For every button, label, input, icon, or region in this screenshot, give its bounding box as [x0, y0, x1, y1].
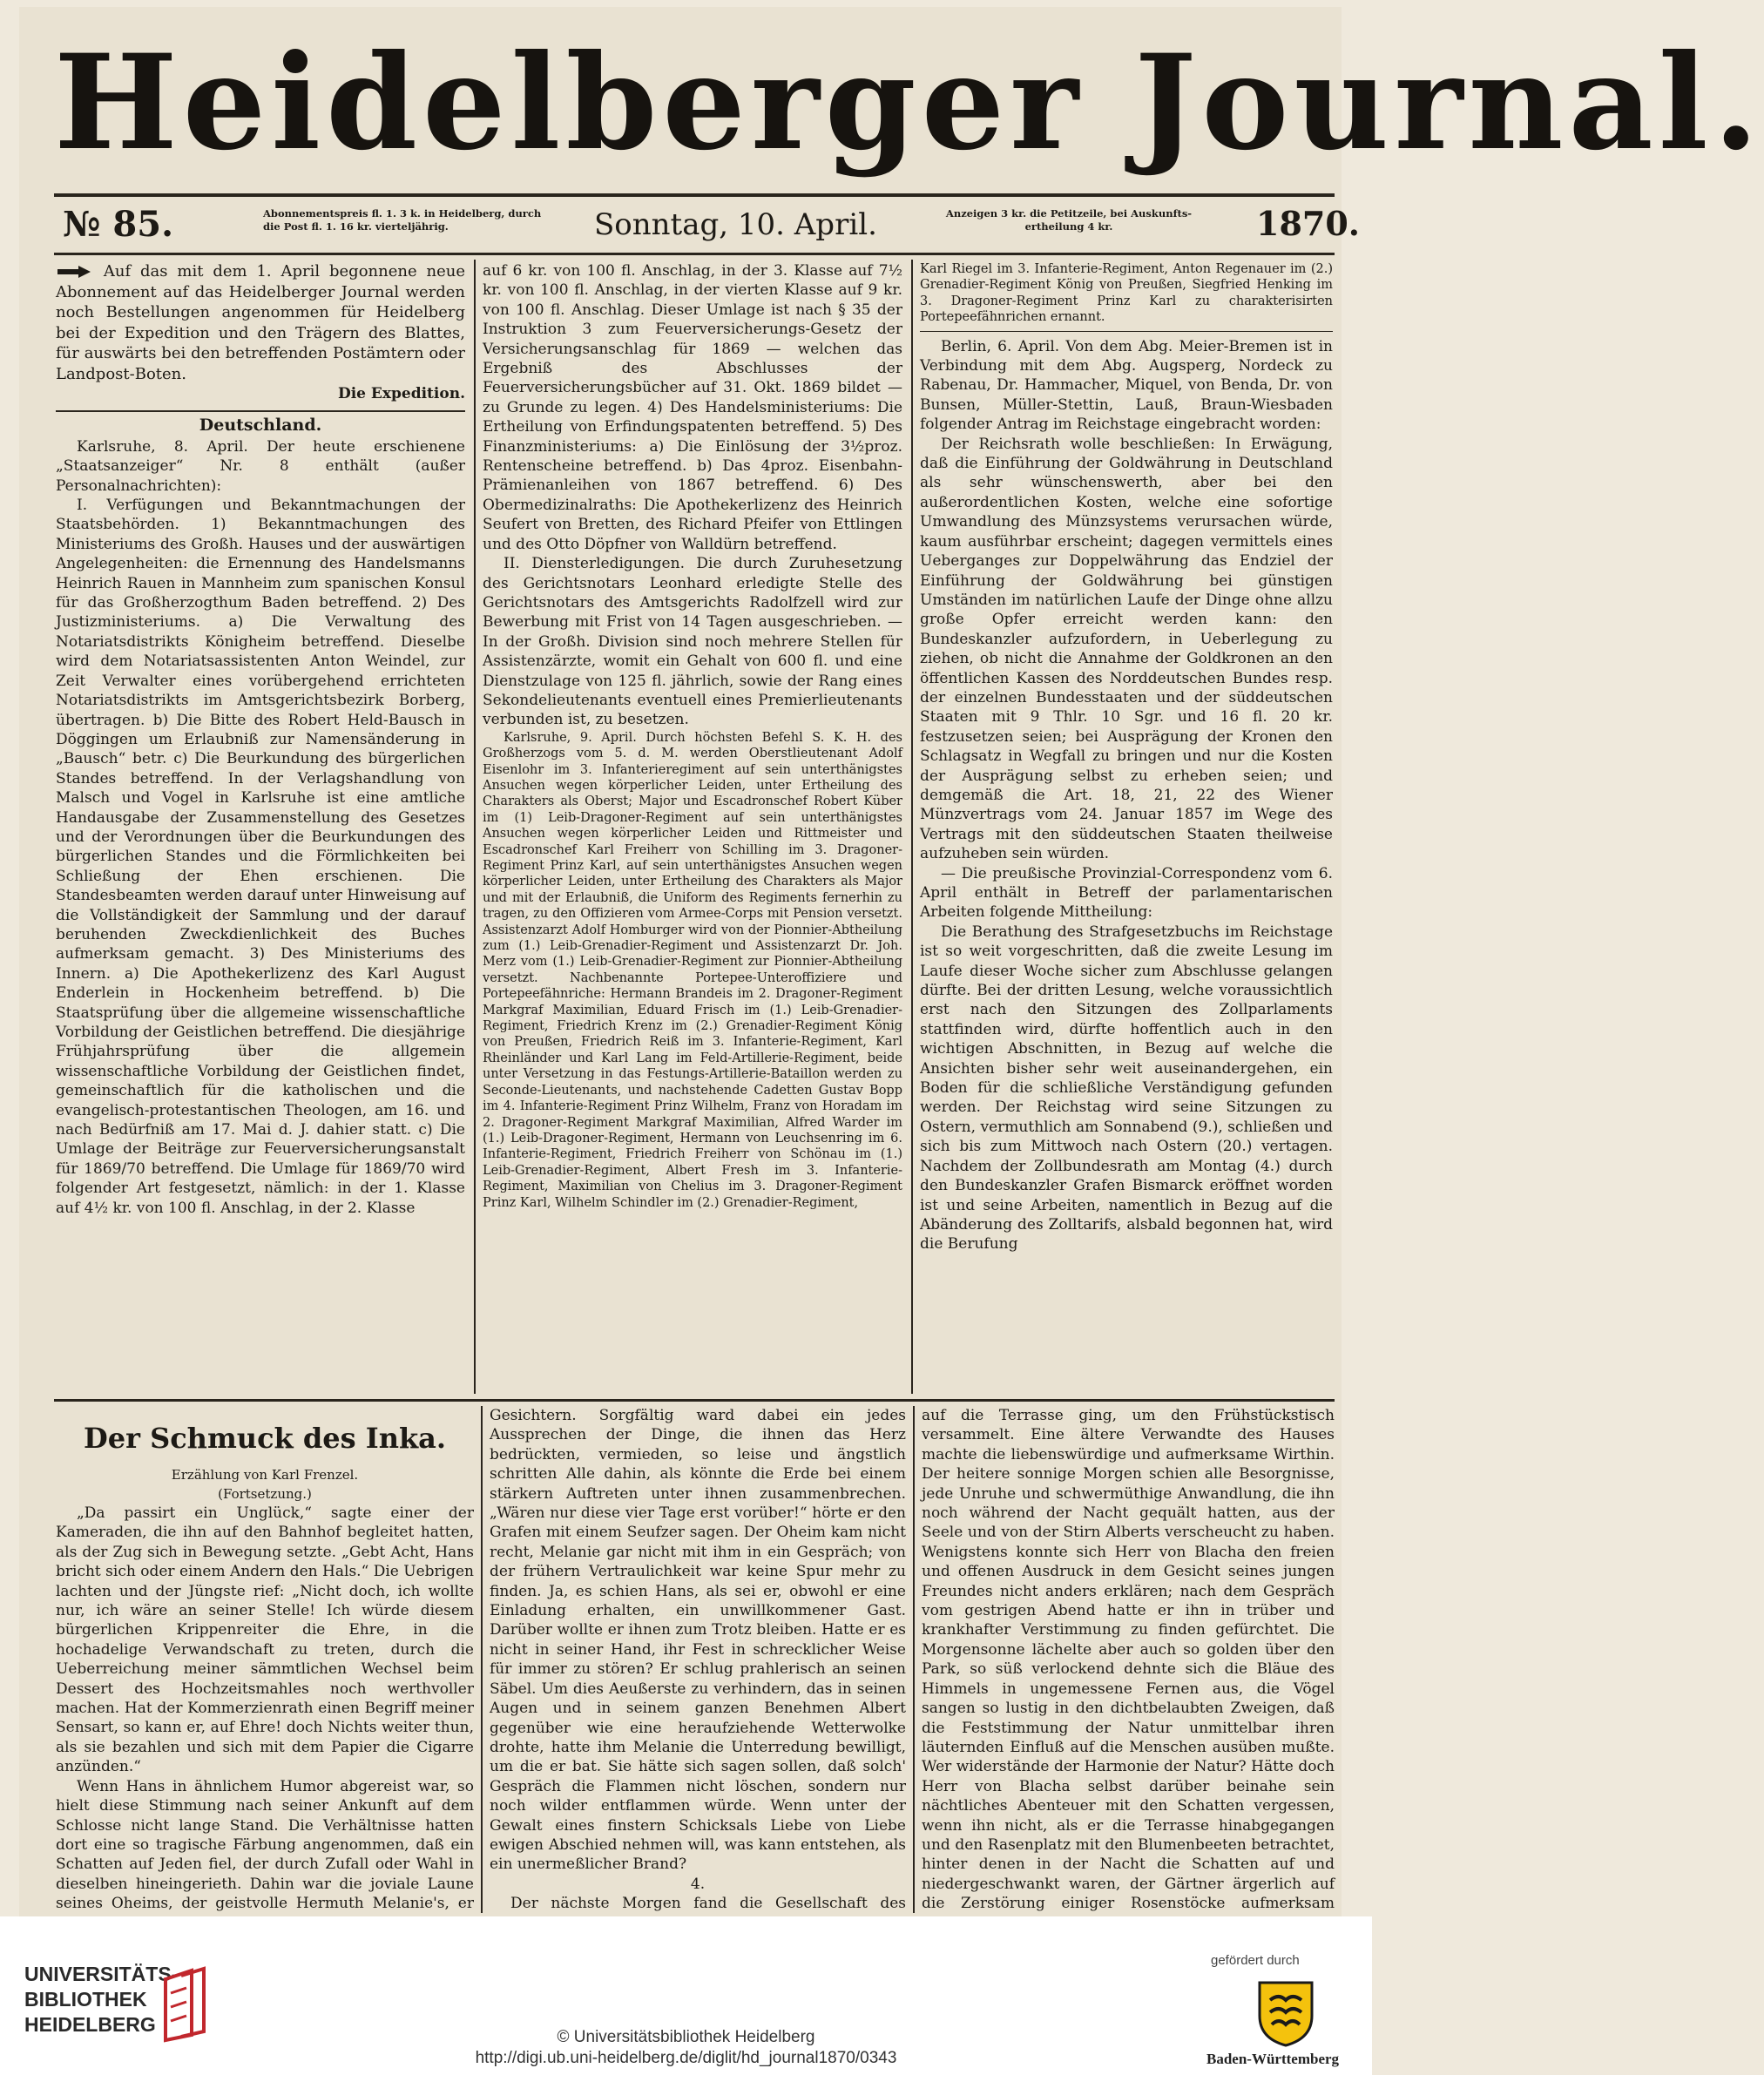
news-column-2	[483, 261, 902, 1394]
advertisement-price: Anzeigen 3 kr. die Petitzeile, bei Auskunfts- ertheilung 4 kr.	[945, 207, 1193, 233]
col2-continuation: auf 6 kr. von 100 fl. Anschlag, in der 3. Klasse auf 7½ kr. von 100 fl. Anschlag, in der vierten Klasse auf 9 kr. von 100 fl. Anschlag. Dieser Umlage ist nach § 35 der Instruktion 3 zum Feuerversicherungs-Gesetz der Versicherungsanschlag für 1869 — welchen das Ergebniß des Abschlusses der Feuerversicherungsbücher auf 31. Okt. 1869 bildet — zu Grunde zu legen. 4) Des Handelsministeriums: Die Ertheilung von Erfindungspatenten betreffend. 5) Des Finanzministeriums: a) Die Einlösung der 3½proz. Rentenscheine betreffend. b) Das 4proz. Eisenbahn-Prämienanleihen von 1867 betreffend. 6) Des Obermedizinalraths: Die Apothekerlizenz des Heinrich Seufert von Bretten, des Richard Pfeifer von Ettlingen und des Otto Döpfner von Walldürn betreffend.	[483, 262, 902, 553]
news-column-3	[920, 261, 1333, 1394]
state-coat-of-arms-icon	[1253, 1977, 1319, 2047]
issue-number: № 85.	[63, 204, 173, 245]
col2-military-appointments: Karlsruhe, 9. April. Durch höchsten Befehl S. K. H. des Großherzogs vom 5. d. M. werden Oberstlieutenant Adolf Eisenlohr im 3. Infanterieregiment auf sein unterthänigstes Ansuchen wegen körperlicher Leiden, unter Ertheilung des Charakters als Oberst; Major und Escadronschef Robert Küber im (1) Leib-Dragoner-Regiment auf sein unterthänigstes Ansuchen wegen körperlicher Leiden und Rittmeister und Escadronschef Karl Freiherr von Schilling im 3. Dragoner-Regiment Prinz Karl, auf sein unterthänigstes Ansuchen wegen körperlicher Leiden, unter Ertheilung des Charakters als Major und mit der Erlaubniß, die Uniform des Regiments fernerhin zu tragen, zu den Offizieren vom Armee-Corps mit Pension versetzt. Assistenzarzt Adolf Homburger wird von der Pionnier-Abtheilung zum (1.) Leib-Grenadier-Regiment und Assistenzarzt Dr. Joh. Merz vom (1.) Leib-Grenadier-Regiment zur Pionnier-Abtheilung versetzt. Nachbenannte Portepee-Unteroffiziere und Portepeefähnriche: Hermann Brandeis im 2. Dragoner-Regiment Markgraf Maximilian, Eduard Frisch im (1.) Leib-Grenadier-Regiment, Friedrich Krenz im (2.) Grenadier-Regiment König von Preußen, Friedrich Reiß im 3. Infanterie-Regiment, Karl Rheinländer und Karl Lang im Feld-Artillerie-Regiment, beide unter Versetzung in das Festungs-Artillerie-Bataillon werden zu Seconde-Lieutenants, und nachstehende Cadetten Gustav Bopp im 4. Infanterie-Regiment Prinz Wilhelm, Franz von Horadam im 2. Dragoner-Regiment Markgraf Maximilian, Alfred Warder im (1.) Leib-Dragoner-Regiment, Hermann von Leuchsenring im 6. Infanterie-Regiment, Friedrich Freiherr von Schönau im (1.) Leib-Grenadier-Regiment, Albert Fresh im 3. Infanterie-Regiment, Maximilian von Chelius im 3. Dragoner-Regiment Prinz Karl, Wilhelm Schindler im (2.) Grenadier-Regiment,	[483, 730, 902, 1210]
feuilleton-rule	[54, 1399, 1335, 1402]
section-heading-germany: Deutschland.	[199, 416, 322, 436]
masthead-rule-top	[54, 193, 1335, 197]
feuilleton-continued: (Fortsetzung.)	[218, 1486, 312, 1502]
feuilleton-byline: Erzählung von Karl Frenzel.	[171, 1467, 359, 1483]
subscription-price: Abonnementspreis fl. 1. 3 k. in Heidelberg, durch die Post fl. 1. 16 kr. vierteljährig.	[263, 207, 542, 233]
state-name: Baden-Württemberg	[1206, 2051, 1340, 2067]
expedition-signature: Die Expedition.	[337, 385, 465, 402]
pointing-hand-icon	[56, 264, 94, 280]
digitization-footer	[0, 1916, 1372, 2075]
subscription-notice	[56, 261, 465, 384]
feuilleton-paragraph: „Da passirt ein Unglück,“ sagte einer der Kameraden, die ihn auf den Bahnhof begleitet hatten, als der Zug sich in Bewegung setzte. „Gebt Acht, Hans bricht sich oder einem Andern den Hals.“ Die Uebrigen lachten und der Jüngste rief: „Nicht doch, ich wollte nur, ich wäre an seiner Stelle! Ich würde diesem bürgerlichen Krippenreiter die Ehre, in die hochadelige Verwandschaft zu treten, durch die Ueberreichung meiner sämmtlichen Wechsel beim Dessert des Hochzeitsmahles noch werthvoller machen. Hat der Kommerzienrath einen Begriff meiner Sensart, so kann er, auf Ehre! doch Nichts weiter thun, als sie bezahlen und sich mit dem Papier die Cigarre anzünden.“	[56, 1504, 474, 1776]
copyright-notice: © Universitätsbibliothek Heidelberg	[557, 2028, 815, 2046]
karlsruhe-report-body: I. Verfügungen und Bekanntmachungen der Staatsbehörden. 1) Bekanntmachungen des Ministeriums des Großh. Hauses und der auswärtigen Angelegenheiten: die Ernennung des Handelsmanns Heinrich Rauen in Mannheim zum spanischen Konsul für das Großherzogthum Baden betreffend. 2) Des Justizministeriums. a) Die Verwaltung des Notariatsdistrikts Königheim betreffend. Dieselbe wird dem Notariatsassistenten Anton Weindel, zur Zeit Verwalter eines vorübergehend errichteten Notariatsdistrikts im Amtsgerichtsbezirk Borberg, übertragen. b) Die Bitte des Robert Held-Bausch in Döggingen um Erlaubniß zur Namensänderung in „Bausch“ betr. c) Die Beurkundung des bürgerlichen Standes betreffend. In der Verlagshandlung von Malsch und Vogel in Karlsruhe ist eine amtliche Handausgabe der Zusammenstellung des Gesetzes und der Verordnungen über die Beurkundungen des bürgerlichen Standes und die Förmlichkeiten bei Schließung der Ehen erschienen. Die Standesbeamten werden darauf unter Hinweisung auf die Vollständigkeit der Sammlung und der darauf beruhenden Zweckdienlichkeit des Buches aufmerksam gemacht. 3) Des Ministeriums des Innern. a) Die Apothekerlizenz des Karl August Enderlein in Hockenheim betreffend. b) Die Staatsprüfung über die allgemeine wissenschaftliche Vorbildung der Geistlichen betreffend. Die diesjährige Frühjahrsprüfung über die allgemein wissenschaftliche Vorbildung der Geistlichen findet, gemeinschaftlich für die katholischen und die evangelisch-protestantischen Theologen, am 16. und nach Bedürfniß am 17. Mai d. J. dahier statt. c) Die Umlage der Beiträge zur Feuerversicherungsanstalt für 1869/70 betreffend. Die Umlage für 1869/70 wird folgender Art festgesetzt, nämlich: in der 1. Klasse auf 4½ kr. von 100 fl. Anschlag, in der 2. Klasse	[56, 497, 465, 1217]
feuilleton-column-3	[922, 1406, 1335, 1913]
library-name	[24, 1962, 178, 2038]
provinzial-correspondenz: — Die preußische Provinzial-Correspondenz vom 6. April enthält in Betreff der parlamentarischen Arbeiten folgende Mittheilung:	[920, 864, 1333, 922]
col3-continuation: Karl Riegel im 3. Infanterie-Regiment, Anton Regenauer im (2.) Grenadier-Regiment König von Preußen, Siegfried Henking im 3. Dragoner-Regiment Prinz Karl zu charakterisirten Portepeefähnrichen ernannt.	[920, 262, 1333, 325]
newspaper-page	[19, 7, 1764, 1919]
column-divider-3	[481, 1406, 483, 1913]
feuilleton-paragraph: Wenn Hans in ähnlichem Humor abgereist war, so hielt diese Stimmung nach seiner Ankunft auf dem Schlosse nicht lange Stand. Die Verhältnisse hatten dort eine so tragische Färbung angenommen, daß ein Schatten auf Jeden fiel, der durch Zufall oder Wahl in dieselben hineingerieth. Dahin war die joviale Laune seines Oheims, der geistvolle Hermuth Melanie's, er	[56, 1777, 474, 1913]
karlsruhe-report-intro: Karlsruhe, 8. April. Der heute erschienene „Staatsanzeiger“ Nr. 8 enthält (außer Personalnachrichten):	[56, 437, 465, 495]
masthead-title: Heidelberger Journal.	[54, 26, 1764, 179]
feuilleton-title: Der Schmuck des Inka.	[83, 1422, 447, 1455]
subscription-notice-text: Auf das mit dem 1. April begonnene neue Abonnement auf das Heidelberger Journal werden noch Bestellungen angenommen für Heidelberg bei der Expedition und den Trägern des Blattes, für auswärts bei den betreffenden Postämtern oder Landpost-Boten.	[56, 262, 465, 383]
column-divider-4	[913, 1406, 915, 1913]
column-divider-1	[474, 260, 476, 1394]
masthead-rule-bottom	[54, 253, 1335, 255]
feuilleton-column-2	[490, 1406, 906, 1913]
column-divider-2	[911, 260, 913, 1394]
library-name-line: BIBLIOTHEK	[24, 1988, 147, 2011]
feuilleton-paragraph: Der nächste Morgen fand die Gesellschaft des	[510, 1895, 906, 1913]
col2-vacancies: II. Diensterledigungen. Die durch Zuruhesetzung des Gerichtsnotars Leonhard erledigte Stelle des Gerichtsnotars des Amtsgerichts Radolfzell wird zur Bewerbung mit Frist von 14 Tagen ausgeschrieben. — In der Großh. Division sind noch mehrere Stellen für Assistenzärzte, womit ein Gehalt von 600 fl. und eine Dienstzulage von 125 fl. jährlich, sowie der Rang eines Sekondelieutenants eventuell eines Premierlieutenants verbunden ist, zu besetzen.	[483, 555, 902, 729]
issue-year: 1870.	[1256, 204, 1360, 243]
funded-by-label: gefördert durch	[1211, 1953, 1300, 1968]
library-name-line: HEIDELBERG	[24, 2013, 156, 2036]
feuilleton-paragraph: auf die Terrasse ging, um den Frühstückstisch versammelt. Eine ältere Verwandte des Hauses machte die liebenswürdige und aufmerksame Wirthin. Der heitere sonnige Morgen schien alle Besorgnisse, jede Unruhe und schwermüthige Anwandlung, die ihn noch während der Nacht gequält hatten, aus der Seele und von der Stirn Alberts verscheucht zu haben. Wenigstens konnte sich Herr von Blacha den freien und offenen Ausdruck in dem Gesicht seines jungen Freundes nicht anders erklären; nach dem Gespräch vom gestrigen Abend hatte er ihn in trüber und krankhafter Verstimmung zu finden gefürchtet. Die Morgensonne lächelte aber auch so golden über den Park, so süß verlockend dehnte sich die Bläue des Himmels in ungemessene Fernen aus, die Vögel sangen so lustig in den dichtbelaubten Zweigen, daß die Feststimmung der Natur unmittelbar ihren läuternden Einfluß auf die Menschen ausüben mußte. Wer widerstände der Harmonie der Natur? Hätte doch Herr von Blacha selbst darüber beinahe sein nächtliches Abenteuer mit den Schatten vergessen, wenn ihn nicht, als er die Terrasse hinabgegangen und den Rasenplatz mit den Blumenbeeten betrachtet, hinter denen in der Nacht die Schatten auf und niedergeschwankt waren, der Gärtner ärgerlich auf die Zerstörung einiger Rosenstöcke aufmerksam	[922, 1407, 1335, 1913]
feuilleton-paragraph: Gesichtern. Sorgfältig ward dabei ein jedes Aussprechen der Dinge, die ihnen das Herz bedrückten, vermieden, so leise und ängstlich schritten Alle dahin, als könnte die Erde bei einem stärkern Auftreten unter ihnen zusammenbrechen. „Wären nur diese vier Tage erst vorüber!“ hörte er den Grafen mit einem Seufzer sagen. Der Oheim kam nicht recht, Melanie gar nicht mit ihm in ein Gespräch; von der frühern Vertraulichkeit war keine Spur mehr zu finden. Ja, es schien Hans, als sei er, obwohl er eine Einladung erhalten, ein unwillkommener Gast. Darüber wollte er ihnen zum Trotz bleiben. Hatte er es nicht in seiner Hand, ihr Fest in schrecklicher Weise für immer zu stören? Er schlug prahlerisch an seinen Säbel. Um dies Aeußerste zu verhindern, das in seinen Augen und in seinem ganzen Benehmen Albert gegenüber wie eine heraufziehende Wetterwolke drohte, hatte ihm Melanie die Unterredung bewilligt, um die er bat. Sie hätte sich sagen sollen, daß solch' Gespräch die Flammen nicht löschen, sondern nur noch wilder entflammen würde. Wenn unter der Gewalt eines finstern Schicksals Liebe von Liebe ewigen Abschied nehmen will, was kann entstehen, als ein unermeßlicher Brand?	[490, 1407, 906, 1874]
library-name-line: UNIVERSITÄTS-	[24, 1963, 179, 1985]
notice-rule	[56, 410, 465, 412]
reichsrath-motion: Der Reichsrath wolle beschließen: In Erwägung, daß die Einführung der Goldwährung in Deutschland als sehr wünschenswerth, aber bei den außerordentlichen Kosten, welche eine sofortige Umwandlung des Münzsystems verursachen würde, kaum ausführbar erscheint; dagegen vermittels eines Ueberganges zur Doppelwährung das Endziel der Einführung der Goldwährung bei günstigen Umständen im natürlichen Laufe der Dinge ohne allzu große Opfer erreicht werden kann: den Bundeskanzler aufzufordern, in Ueberlegung zu ziehen, ob nicht die Annahme der Goldkronen an den öffentlichen Kassen des Norddeutschen Bundes resp. der einzelnen Bundesstaaten und der süddeutschen Staaten mit 9 Thlr. 10 Sgr. und 16 fl. 20 kr. festzusetzen seien; bei Ausprägung der Kronen den Schlagsatz in Wegfall zu bringen und nur die Kosten der Ausprägung selbst zu erheben seien; und demgemäß die Art. 18, 21, 22 des Wiener Münzvertrags vom 24. Januar 1857 im Wege des Vertrags mit den süddeutschen Staaten theilweise aufzuheben sein würden.	[920, 435, 1333, 863]
feuilleton-column-1	[56, 1406, 474, 1913]
col3-rule	[920, 331, 1333, 332]
berlin-report: Berlin, 6. April. Von dem Abg. Meier-Bremen ist in Verbindung mit dem Abg. Augsperg, Nordeck zu Rabenau, Dr. Hammacher, Miquel, von Benda, Dr. von Bunsen, Müller-Stettin, Lauß, Braun-Wiesbaden folgender Antrag im Reichstage eingebracht worden:	[920, 337, 1333, 434]
chapter-number: 4.	[690, 1875, 706, 1893]
permalink-url[interactable]: http://digi.ub.uni-heidelberg.de/diglit/hd_journal1870/0343	[475, 2049, 897, 2067]
issue-line	[54, 200, 1360, 251]
news-column-1	[56, 261, 465, 1394]
strafgesetzbuch-report: Die Berathung des Strafgesetzbuchs im Reichstage ist so weit vorgeschritten, daß die zweite Lesung im Laufe dieser Woche sicher zum Abschlusse gelangen dürfte. Bei der dritten Lesung, welche voraussichtlich erst nach den Sitzungen des Zollparlaments stattfinden wird, dürfte hoffentlich auch in den wichtigen Abschnitten, in Bezug auf welche die Ansichten bisher sehr weit auseinandergehen, ein Boden für die schließliche Verständigung gefunden werden. Der Reichstag wird seine Sitzungen zu Ostern, vermuthlich am Sonnabend (9.), schließen und sich bis zum Mittwoch nach Ostern (20.) vertagen. Nachdem der Zollbundesrath am Montag (4.) durch den Bundeskanzler Grafen Bismarck eröffnet worden ist und seine Arbeiten, namentlich in Bezug auf die Abänderung des Zolltarifs, alsbald begonnen hat, wird die Berufung	[920, 923, 1333, 1254]
issue-date: Sonntag, 10. April.	[594, 207, 877, 242]
